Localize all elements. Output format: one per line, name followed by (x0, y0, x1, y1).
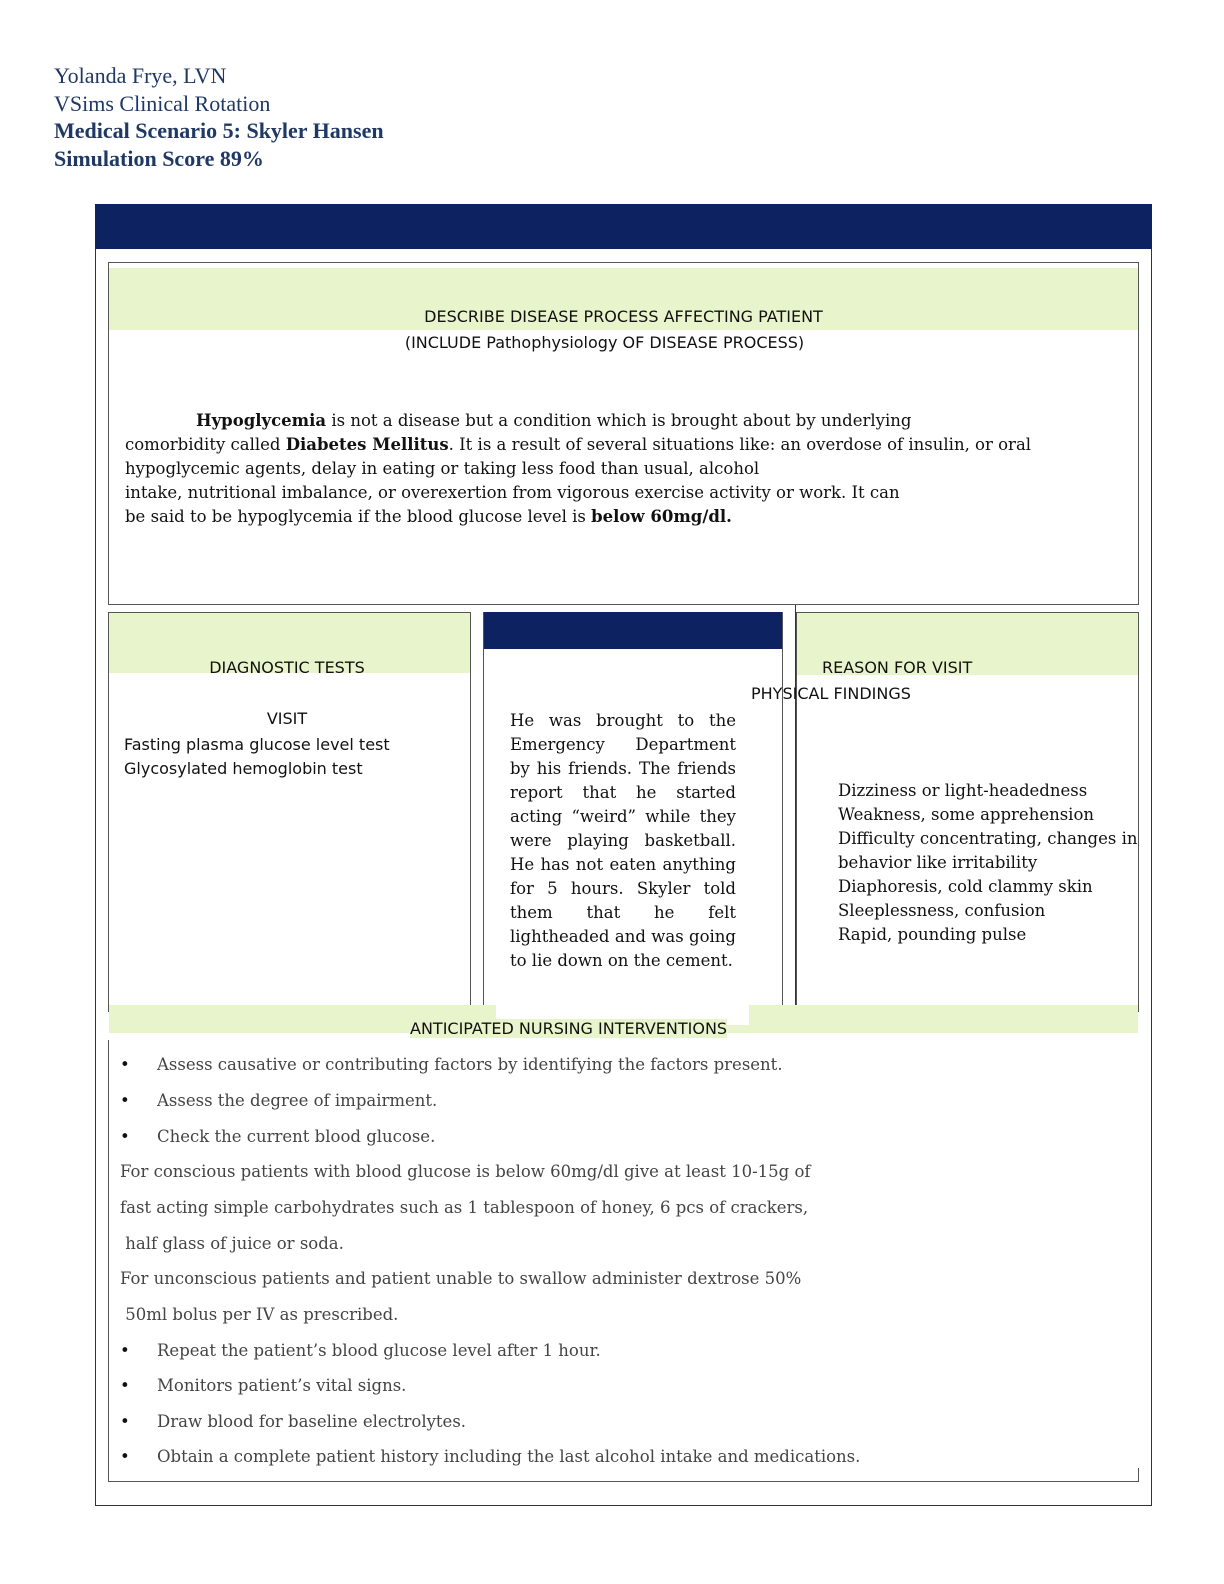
finding-item: Dizziness or light-headedness (838, 781, 1088, 800)
physical-findings-list (838, 779, 1138, 947)
physical-findings-heading: PHYSICAL FINDINGS (751, 684, 911, 703)
bullet-icon: • (120, 1091, 130, 1110)
intervention-paragraph: half glass of juice or soda. (120, 1234, 344, 1253)
diabetes-term: Diabetes Mellitus (285, 435, 449, 454)
interventions-right-border (1138, 1468, 1139, 1482)
bullet-icon: • (120, 1127, 130, 1146)
diagnostic-visit-label: VISIT (266, 709, 308, 728)
disease-subheading: (INCLUDE Pathophysiology OF DISEASE PROCESS) (404, 333, 805, 352)
diagnostic-test-item: Fasting plasma glucose level test (124, 735, 390, 754)
reason-for-visit-heading: REASON FOR VISIT (822, 658, 973, 677)
glucose-threshold: below 60mg/dl. (591, 507, 732, 526)
bullet-icon: • (120, 1447, 130, 1466)
column-divider (795, 605, 796, 1010)
interventions-left-border (108, 1040, 109, 1482)
finding-item: Difficulty concentrating, changes in (838, 829, 1138, 848)
finding-item: behavior like irritability (838, 853, 1038, 872)
author-name: Yolanda Frye, LVN (54, 63, 227, 88)
hypoglycemia-term: Hypoglycemia (196, 411, 327, 430)
intervention-paragraph: fast acting simple carbohydrates such as 1 tablespoon of honey, 6 pcs of crackers, (120, 1198, 809, 1217)
interventions-bottom-border (108, 1481, 1139, 1482)
bullet-icon: • (120, 1412, 130, 1431)
simulation-score: Simulation Score 89% (54, 146, 264, 171)
disease-heading: DESCRIBE DISEASE PROCESS AFFECTING PATIENT (424, 307, 823, 326)
bullet-icon: • (120, 1341, 130, 1360)
intervention-paragraph: 50ml bolus per IV as prescribed. (120, 1305, 399, 1324)
interventions-heading: ANTICIPATED NURSING INTERVENTIONS (410, 1019, 728, 1038)
finding-item: Weakness, some apprehension (838, 805, 1095, 824)
disease-description: Hypoglycemia is not a disease but a condition which is brought about by underlying comorbidity called Diabetes Mellitus. It is a result of several situations like: an overdose of insulin, or oral hypoglycemic agents, delay in eating or taking less food than usual, alcohol intake, nutritional imbalance, or overexertion from vigorous exercise activity or work. It can be said to be hypoglycemia if the blood glucose level is below 60mg/dl. (125, 411, 1032, 526)
scenario-title: Medical Scenario 5: Skyler Hansen (54, 118, 384, 143)
diagnostic-test-item: Glycosylated hemoglobin test (124, 759, 363, 778)
reason-heading-band (484, 612, 782, 649)
diagnostic-heading: DIAGNOSTIC TESTS (209, 658, 365, 677)
worksheet-banner-title: CONCEPT MAP WORKSHEET (104, 246, 359, 264)
rotation-title: VSims Clinical Rotation (54, 91, 271, 116)
intervention-paragraph: For conscious patients with blood glucose is below 60mg/dl give at least 10-15g of (120, 1162, 811, 1181)
finding-item: Sleeplessness, confusion (838, 901, 1046, 920)
intervention-paragraph: For unconscious patients and patient unable to swallow administer dextrose 50% (120, 1269, 802, 1288)
reason-narrative: He was brought to the Emergency Department by his friends. The friends report that he started acting “weird” while they were playing basketball. He has not eaten anything for 5 hours. Skyler told them that he felt lightheaded and was going to lie down on the cement. (510, 711, 736, 970)
finding-item: Diaphoresis, cold clammy skin (838, 877, 1093, 896)
diagnostic-test-list (124, 733, 390, 781)
worksheet-banner (95, 204, 1152, 249)
bullet-icon: • (120, 1376, 130, 1395)
bullet-icon: • (120, 1055, 130, 1074)
finding-item: Rapid, pounding pulse (838, 925, 1027, 944)
